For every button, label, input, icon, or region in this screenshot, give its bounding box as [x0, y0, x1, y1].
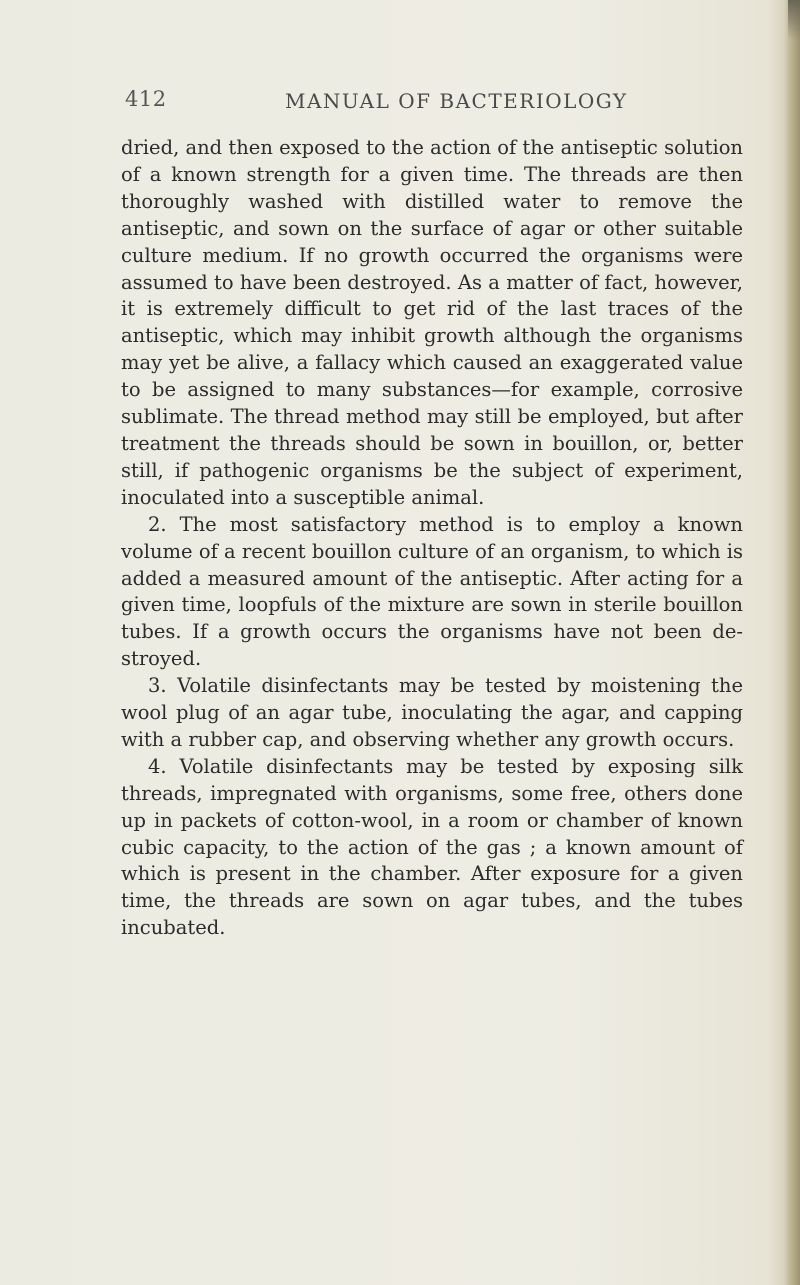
- page-edge-shadow: [784, 0, 800, 1285]
- page-corner-shadow: [788, 0, 800, 40]
- running-title: MANUAL OF BACTERIOLOGY: [285, 89, 628, 113]
- body-text: [121, 135, 743, 942]
- paragraph-method-4: 4. Volatile disinfectants may be tested by exposing silk threads, impregnated with organisms, some free, others done up in packets of cotton-wool, in a room or chamber of known cubic capacity, to the action of the gas ; a known amount of which is present in the chamber. After exposure for a given time, the threads are sown on agar tubes, and the tubes incubated.: [121, 754, 743, 940]
- paragraph-continued: dried, and then exposed to the action of the antiseptic solution of a known strength for a given time. The threads are then thoroughly washed with distilled water to remove the antiseptic, and sown on the surface of agar or other suitable culture medium. If no growth occurred the organisms were assumed to have been destroyed. As a matter of fact, however, it is extremely difficult to get rid of the last traces of the antiseptic, which may inhibit growth although the organisms may yet be alive, a fallacy which caused an exaggerated value to be assigned to many substances—for example, corrosive sublimate. The thread method may still be employed, but after treatment the threads should be sown in bouillon, or, better still, if pathogenic organisms be the subject of experiment, inoculated into a susceptible animal.: [121, 136, 743, 509]
- page-number: 412: [125, 87, 167, 111]
- paragraph-method-3: 3. Volatile disinfectants may be tested by moistening the wool plug of an agar tube, inoculating the agar, and capping with a rubber cap, and observing whether any growth occurs.: [121, 674, 743, 751]
- running-head: [0, 87, 800, 121]
- paragraph-method-2: 2. The most satisfactory method is to employ a known volume of a recent bouillon culture of an organism, to which is added a measured amount of the antiseptic. After acting for a given time, loopfuls of the mixture are sown in sterile bouillon tubes. If a growth occurs the organisms have not been de-stroyed.: [121, 512, 743, 671]
